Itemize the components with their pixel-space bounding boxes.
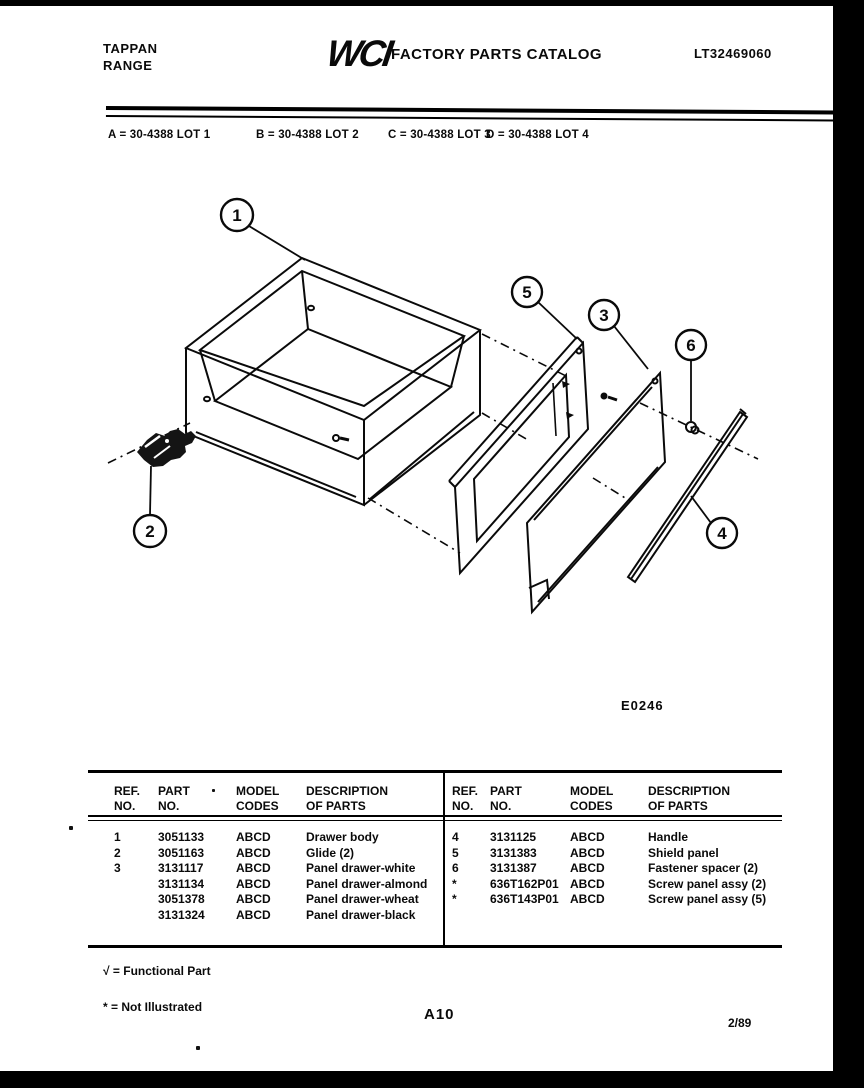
scan-edge-bottom [0,1071,864,1088]
page-code: A10 [424,1006,455,1023]
part-no: 3131387 [490,861,537,875]
col-desc-l2: OF PARTS [306,799,366,813]
col-part-l2: NO. [490,799,512,813]
ref-no [114,877,158,893]
model-codes: ABCD [570,892,605,906]
part-no: 3051133 [158,830,205,844]
ref-no [114,892,158,908]
col-model-l2: CODES [236,799,279,813]
table-rule-header-1 [88,815,782,817]
handle-drawing [628,409,747,582]
catalog-title: FACTORY PARTS CATALOG [391,46,603,63]
scan-speck [196,1046,200,1050]
model-codes: ABCD [570,845,605,860]
ref-no [114,908,158,924]
col-part [158,784,236,814]
description: Panel drawer-wheat [306,892,419,906]
parts-table-right-body [452,830,780,908]
model-codes: ABCD [236,845,271,860]
issue-date: 2/89 [728,1016,752,1030]
callout-4-label: 4 [717,524,727,543]
callout-6-label: 6 [686,336,696,355]
col-ref-l1: REF. [114,784,141,798]
col-desc [306,784,436,814]
description: Shield panel [648,845,719,860]
brand-name [103,40,158,74]
publication-number: LT32469060 [694,46,772,61]
callouts [134,199,737,548]
model-codes: ABCD [236,876,271,891]
col-model-l2: CODES [570,799,613,813]
ref-no: 6 [452,861,459,875]
drawer-panel-drawing [527,373,665,612]
footnote-functional-part: √ = Functional Part [103,964,211,978]
leader-lines [150,226,711,523]
model-codes: ABCD [236,892,271,906]
col-model-l1: MODEL [570,784,614,798]
scan-edge-top [0,0,864,6]
description: Glide (2) [306,845,355,860]
footnote-not-illustrated: * = Not Illustrated [103,1000,203,1014]
model-lot-d: D = 30-4388 LOT 4 [486,129,589,141]
callout-2-label: 2 [145,522,155,541]
col-desc-l2: OF PARTS [648,799,708,813]
col-ref [452,784,490,814]
wci-logo: WCI [324,33,393,74]
model-codes: ABCD [570,861,605,875]
table-rule-bottom [88,945,782,948]
col-desc-l1: DESCRIPTION [306,784,389,798]
part-no: 636T162P01 [490,876,559,891]
col-model [236,784,306,814]
col-ref [114,784,158,814]
col-model-l1: MODEL [236,784,280,798]
parts-table-left-header [114,784,436,814]
figure-code: E0246 [621,698,664,713]
model-lot-b: B = 30-4388 LOT 2 [256,129,359,141]
callout-1-label: 1 [232,206,242,225]
table-center-divider [443,770,445,948]
parts-table-left-body [114,830,436,923]
description: Fastener spacer (2) [648,861,759,875]
exploded-diagram [0,150,864,770]
parts-table-right-header [452,784,780,814]
col-part-l1: PART [158,784,190,798]
ref-no: * [452,876,457,891]
model-lot-c: C = 30-4388 LOT 3 [388,129,491,141]
col-part-l2: NO. [158,799,180,813]
description: Handle [648,830,689,844]
part-no: 3131134 [158,876,205,891]
table-rule-top [88,770,782,773]
model-codes: ABCD [570,876,605,891]
ref-no: * [452,892,457,906]
model-codes: ABCD [236,861,271,875]
part-no: 3051378 [158,892,205,906]
col-ref-l2: NO. [452,799,474,813]
description: Screw panel assy (5) [648,892,767,906]
description: Screw panel assy (2) [648,876,767,891]
description: Panel drawer-white [306,861,416,875]
col-desc [648,784,780,814]
ref-no: 2 [114,845,121,860]
part-no: 3131117 [158,861,204,875]
col-model [570,784,648,814]
brand-line1: TAPPAN [103,41,158,56]
description: Panel drawer-black [306,907,416,922]
ref-no: 4 [452,830,459,844]
callout-3-label: 3 [599,306,609,325]
col-part-l1: PART [490,784,522,798]
drawer-body-drawing [186,258,480,505]
part-no: 3131383 [490,845,537,860]
description: Drawer body [306,830,379,844]
brand-line2: RANGE [103,58,153,73]
part-no: 3131324 [158,907,205,922]
model-codes: ABCD [570,830,605,844]
col-ref-l1: REF. [452,784,479,798]
ref-no: 1 [114,830,121,844]
ref-no: 5 [452,845,459,860]
ref-no: 3 [114,861,121,875]
col-ref-l2: NO. [114,799,136,813]
fastener-spacer-drawing [686,422,699,434]
model-codes: ABCD [236,907,271,922]
part-no: 3051163 [158,845,205,860]
col-desc-l1: DESCRIPTION [648,784,731,798]
col-part [490,784,570,814]
callout-5-label: 5 [522,283,532,302]
model-codes: ABCD [236,830,271,844]
shield-panel-drawing [449,337,588,573]
part-no: 3131125 [490,830,537,844]
part-no: 636T143P01 [490,892,559,906]
table-rule-header-2 [88,820,782,821]
glide-drawing [137,429,196,467]
scan-speck [69,826,73,830]
description: Panel drawer-almond [306,876,428,891]
model-lot-a: A = 30-4388 LOT 1 [108,129,211,141]
header-rule [106,106,834,121]
